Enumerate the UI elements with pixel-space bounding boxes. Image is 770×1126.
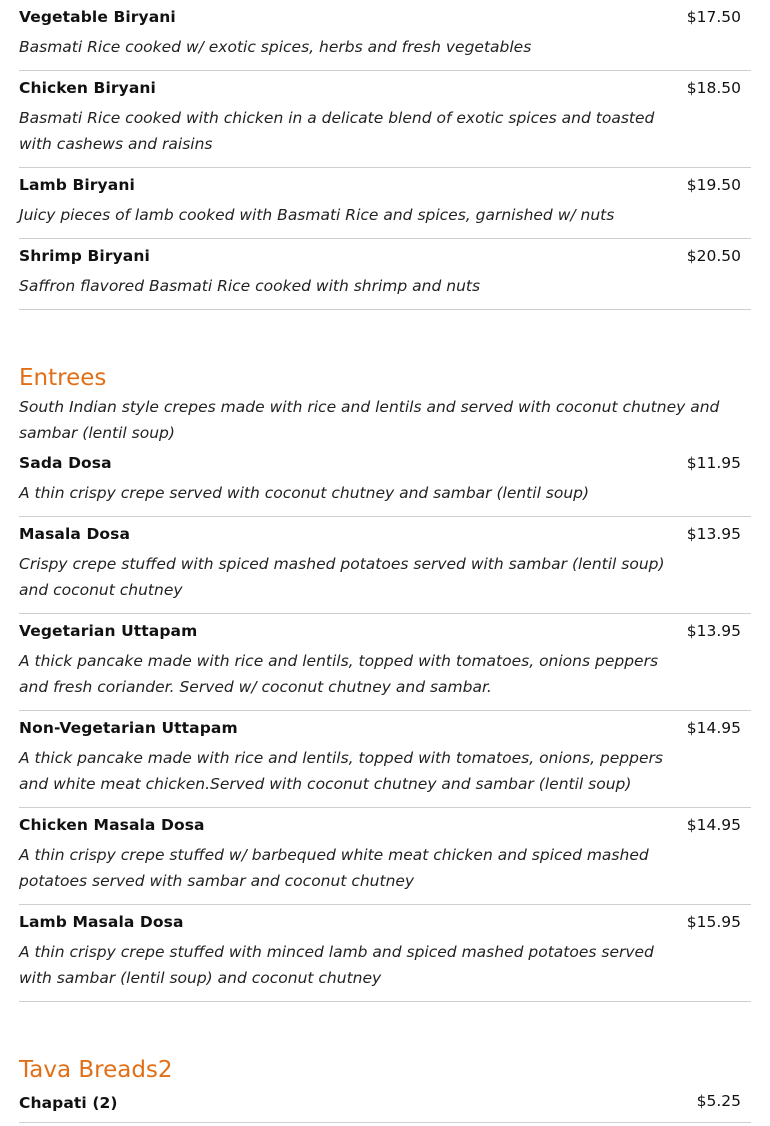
item-price: $20.50: [686, 247, 741, 265]
item-name: Non-Vegetarian Uttapam: [19, 719, 238, 737]
item-description: A thick pancake made with rice and lentils, topped with tomatoes, onions, peppers and white meat chicken.Served with coconut chutney and sambar (lentil soup): [19, 749, 663, 793]
menu-item[interactable]: [19, 168, 751, 239]
item-description: Basmati Rice cooked with chicken in a delicate blend of exotic spices and toasted with cashews and raisins: [19, 109, 655, 153]
item-price: $14.95: [686, 719, 741, 737]
item-price: $13.95: [686, 622, 741, 640]
menu: [19, 0, 751, 1123]
item-name: Chapati (2): [19, 1094, 118, 1112]
section-title: Tava Breads2: [19, 1057, 173, 1083]
item-description: Saffron flavored Basmati Rice cooked with shrimp and nuts: [19, 277, 481, 295]
item-price: $14.95: [686, 816, 741, 834]
item-name: Lamb Biryani: [19, 176, 135, 194]
item-description: A thin crispy crepe stuffed w/ barbequed white meat chicken and spiced mashed potatoes served with sambar and coconut chutney: [19, 846, 649, 890]
section-title: Entrees: [19, 365, 107, 391]
item-name: Masala Dosa: [19, 525, 131, 543]
item-price: $19.50: [686, 176, 741, 194]
item-description: A thin crispy crepe served with coconut chutney and sambar (lentil soup): [19, 484, 590, 502]
item-price: $15.95: [686, 913, 741, 931]
menu-item[interactable]: [19, 808, 751, 905]
menu-item[interactable]: [19, 905, 751, 1002]
menu-item[interactable]: [19, 0, 751, 71]
item-price: $13.95: [686, 525, 741, 543]
item-name: Chicken Biryani: [19, 79, 156, 97]
item-description: Basmati Rice cooked w/ exotic spices, herbs and fresh vegetables: [19, 38, 532, 56]
section-tava-breads: [19, 1054, 751, 1123]
item-name: Vegetarian Uttapam: [19, 622, 198, 640]
menu-item[interactable]: [19, 446, 751, 517]
menu-item[interactable]: [19, 71, 751, 168]
item-description: Crispy crepe stuffed with spiced mashed potatoes served with sambar (lentil soup) and coconut chutney: [19, 555, 665, 599]
menu-item[interactable]: [19, 517, 751, 614]
item-description: Juicy pieces of lamb cooked with Basmati Rice and spices, garnished w/ nuts: [19, 206, 615, 224]
menu-item[interactable]: [19, 711, 751, 808]
item-name: Shrimp Biryani: [19, 247, 150, 265]
item-name: Vegetable Biryani: [19, 8, 176, 26]
item-price: $17.50: [686, 8, 741, 26]
section-description: South Indian style crepes made with rice and lentils and served with coconut chutney and sambar (lentil soup): [19, 398, 720, 442]
menu-item[interactable]: [19, 239, 751, 310]
menu-item[interactable]: [19, 614, 751, 711]
item-name: Sada Dosa: [19, 454, 112, 472]
item-price: $11.95: [686, 454, 741, 472]
item-name: Lamb Masala Dosa: [19, 913, 184, 931]
item-description: A thick pancake made with rice and lentils, topped with tomatoes, onions peppers and fresh coriander. Served w/ coconut chutney and sambar.: [19, 652, 659, 696]
item-price: $5.25: [696, 1092, 741, 1110]
item-price: $18.50: [686, 79, 741, 97]
section-biryani: [19, 0, 751, 310]
section-entrees: [19, 362, 751, 1002]
item-description: A thin crispy crepe stuffed with minced lamb and spiced mashed potatoes served with sambar (lentil soup) and coconut chutney: [19, 943, 654, 987]
menu-item[interactable]: [19, 1084, 751, 1123]
item-name: Chicken Masala Dosa: [19, 816, 205, 834]
